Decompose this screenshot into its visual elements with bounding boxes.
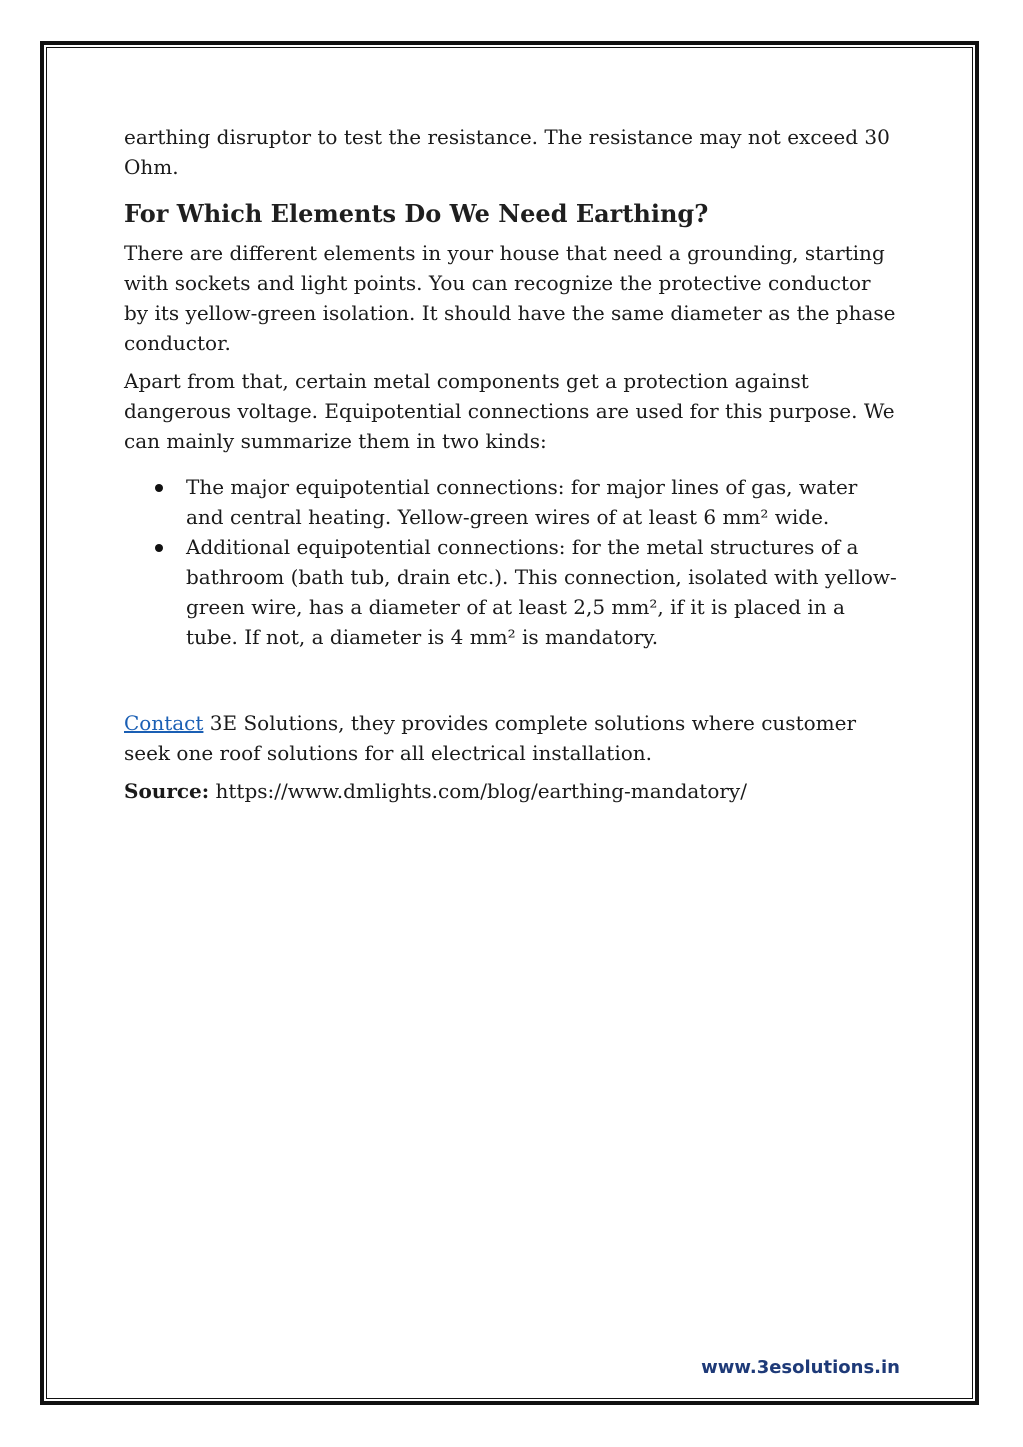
list-item-text: Additional equipotential connections: for the metal structures of a bathroom (bath tub, drain etc.). This connection, isolated with yellow-green wire, has a diameter of at least 2,5 mm², if it is placed in a tube. If not, a diameter is 4 mm² is mandatory.	[186, 535, 897, 649]
bullet-icon	[155, 544, 163, 552]
list-item	[124, 472, 899, 532]
footer-website[interactable]: www.3esolutions.in	[701, 1357, 900, 1378]
source-url: https://www.dmlights.com/blog/earthing-mandatory/	[209, 779, 747, 803]
bullet-icon	[155, 484, 163, 492]
intro-line-2: Ohm.	[124, 155, 179, 179]
document-body	[124, 122, 899, 814]
list-item-text: The major equipotential connections: for major lines of gas, water and central heating. Yellow-green wires of at least 6 mm² wide.	[186, 475, 858, 529]
contact-paragraph	[124, 708, 899, 768]
source-label: Source:	[124, 779, 210, 803]
list-item	[124, 532, 899, 652]
intro-paragraph	[124, 122, 899, 182]
contact-text: 3E Solutions, they provides complete solutions where customer seek one roof solutions for all electrical installation.	[124, 711, 857, 765]
source-paragraph	[124, 776, 899, 806]
bullet-list	[124, 472, 899, 652]
paragraph-grounding: There are different elements in your house that need a grounding, starting with sockets and light points. You can recognize the protective conductor by its yellow-green isolation. It should have the same diameter as the phase conductor.	[124, 241, 896, 355]
section-heading: For Which Elements Do We Need Earthing?	[124, 199, 709, 228]
paragraph-equipotential: Apart from that, certain metal components get a protection against dangerous voltage. Equipotential connections are used for this purpose. We can mainly summarize them in two kinds:	[124, 369, 895, 453]
intro-line-1: earthing disruptor to test the resistance. The resistance may not exceed 30	[124, 125, 890, 149]
contact-link[interactable]: Contact	[124, 711, 204, 735]
